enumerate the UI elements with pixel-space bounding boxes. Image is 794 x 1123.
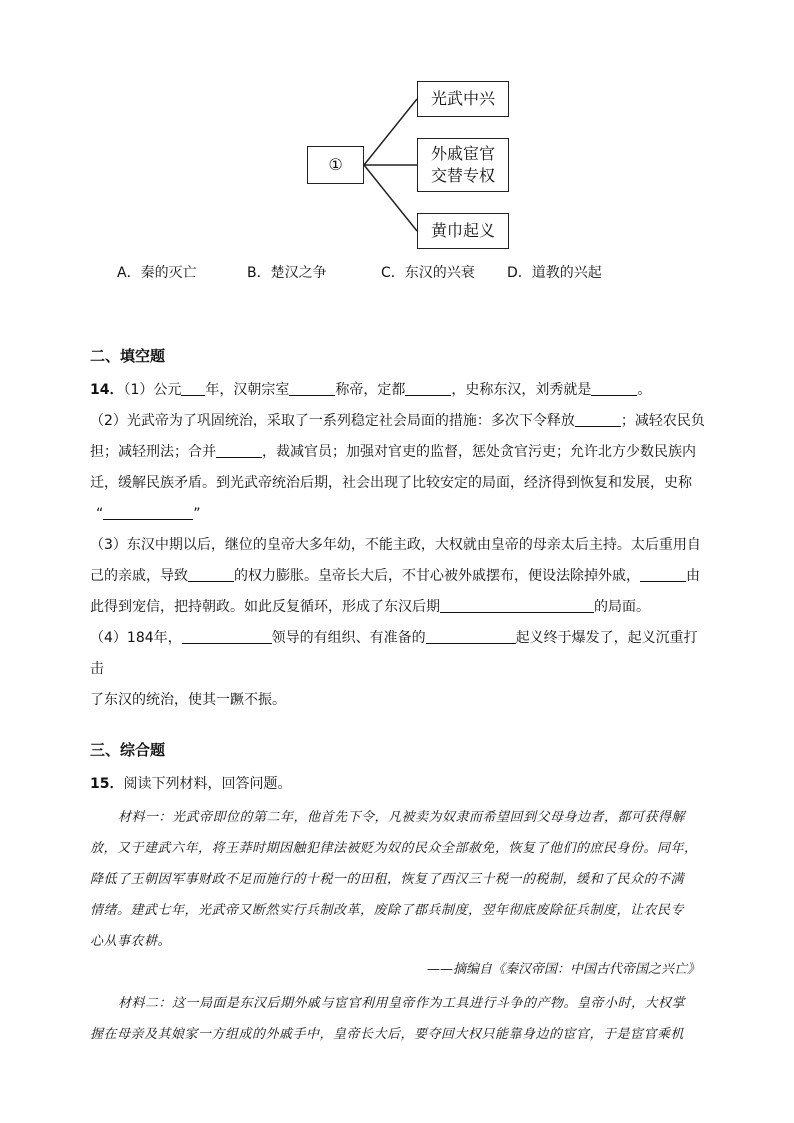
blank-field[interactable]	[575, 410, 621, 427]
material-line: 心从事农耕。	[90, 934, 172, 949]
section-title-comprehensive: 三、综合题	[90, 741, 166, 759]
blank-field[interactable]	[289, 379, 335, 396]
question-number: 15．	[90, 776, 124, 792]
material-line: 降低了王朝因军事财政不足而施行的十税一的田租，恢复了西汉三十税一的税制，缓和了民众的不满	[90, 872, 685, 887]
text: 阅读下列材料，回答问题。	[123, 776, 292, 792]
text: （4）184年，	[90, 630, 182, 646]
material-1	[90, 802, 710, 957]
text: “	[96, 506, 104, 522]
answer-options	[117, 262, 602, 282]
text: 称帝，定都	[335, 382, 406, 398]
text: 年，汉朝宗室	[205, 382, 290, 398]
text: 迁，缓解民族矛盾。到光武帝统治后期，社会出现了比较安定的局面，经济得到恢复和发展，史称	[90, 475, 692, 491]
diagram-branch-box-1	[417, 81, 509, 117]
text: ；减轻农民负	[620, 413, 705, 429]
blank-field[interactable]	[182, 627, 272, 644]
q14-part4	[90, 623, 710, 716]
q14-part2	[90, 406, 710, 530]
q14-part1	[90, 375, 710, 406]
diagram-branch-label: 黄巾起义	[430, 221, 495, 240]
text: 。	[637, 382, 652, 398]
text: 的权力膨胀。皇帝长大后，不甘心被外戚摆布，便设法除掉外戚，	[234, 568, 640, 584]
text: ”	[193, 506, 201, 522]
material-2	[90, 988, 710, 1050]
text: （2）光武帝为了巩固统治，采取了一系列稳定社会局面的措施：多次下令释放	[90, 413, 575, 429]
blank-field[interactable]	[188, 565, 234, 582]
text: 由	[686, 568, 700, 584]
material-source: ——摘编自《秦汉帝国：中国古代帝国之兴亡》	[426, 962, 700, 977]
q14-part3	[90, 530, 710, 623]
question-14	[90, 375, 710, 716]
option-c[interactable]: C．东汉的兴衰	[381, 265, 475, 281]
material-line: 情绪。建武七年，光武帝又断然实行兵制改革，废除了郡兵制度，翌年彻底废除征兵制度，让农民专	[90, 903, 685, 918]
blank-field[interactable]	[181, 379, 205, 396]
question-number: 14．	[90, 382, 124, 398]
material-line: 材料一：光武帝即位的第二年，他首先下令，凡被卖为奴隶而希望回到父母身边者，都可获得解	[118, 810, 686, 825]
text: 此得到宠信，把持朝政。如此反复循环，形成了东汉后期	[90, 599, 440, 615]
text: 领导的有组织、有准备的	[271, 630, 426, 646]
text: 了东汉的统治，使其一蹶不振。	[90, 692, 286, 708]
material-line: 握在母亲及其娘家一方组成的外戚手中，皇帝长大后，要夺回大权只能靠身边的宦官，于是宦官乘机	[90, 1027, 685, 1042]
blank-field[interactable]	[640, 565, 686, 582]
diagram-branch-label: 光武中兴	[430, 89, 495, 108]
diagram-center-box	[307, 146, 364, 184]
diagram-branch-box-2	[417, 138, 509, 192]
blank-field[interactable]	[216, 441, 262, 458]
blank-field[interactable]	[426, 627, 516, 644]
section-title-fill-blank: 二、填空题	[90, 347, 166, 365]
option-b[interactable]: B．楚汉之争	[247, 265, 327, 281]
blank-field[interactable]	[440, 596, 594, 613]
text: 的局面。	[594, 599, 650, 615]
option-d[interactable]: D．道教的兴起	[507, 265, 602, 281]
blank-field[interactable]	[103, 503, 193, 520]
text: 担；减轻刑法；合并	[90, 444, 216, 460]
material-line: 放，又于建武六年，将王莽时期因触犯律法被贬为奴的民众全部赦免，恢复了他们的庶民身份。同年，	[90, 841, 698, 856]
diagram-connector-lines	[0, 0, 794, 300]
blank-field[interactable]	[405, 379, 451, 396]
blank-field[interactable]	[591, 379, 637, 396]
diagram-branch-box-3	[417, 213, 509, 249]
material-line: 材料二：这一局面是东汉后期外戚与宦官利用皇帝作为工具进行斗争的产物。皇帝小时，大权掌	[118, 996, 686, 1011]
option-a[interactable]: A．秦的灭亡	[117, 265, 197, 281]
text: 起义终于爆发了，起义沉重打击	[90, 630, 698, 677]
diagram-branch-label: 交替专权	[430, 166, 495, 185]
text: ，裁减官员；加强对官吏的监督，惩处贪官污吏；允许北方少数民族内	[262, 444, 696, 460]
text: （3）东汉中期以后，继位的皇帝大多年幼，不能主政，大权就由皇帝的母亲太后主持。太后重用自	[90, 537, 701, 553]
question-15-prompt	[90, 769, 710, 800]
diagram-center-label: ①	[328, 155, 343, 174]
text: 己的亲戚，导致	[90, 568, 188, 584]
text: ，史称东汉，刘秀就是	[451, 382, 592, 398]
text: （1）公元	[123, 382, 182, 398]
diagram-branch-label: 外戚宦官	[430, 144, 495, 163]
